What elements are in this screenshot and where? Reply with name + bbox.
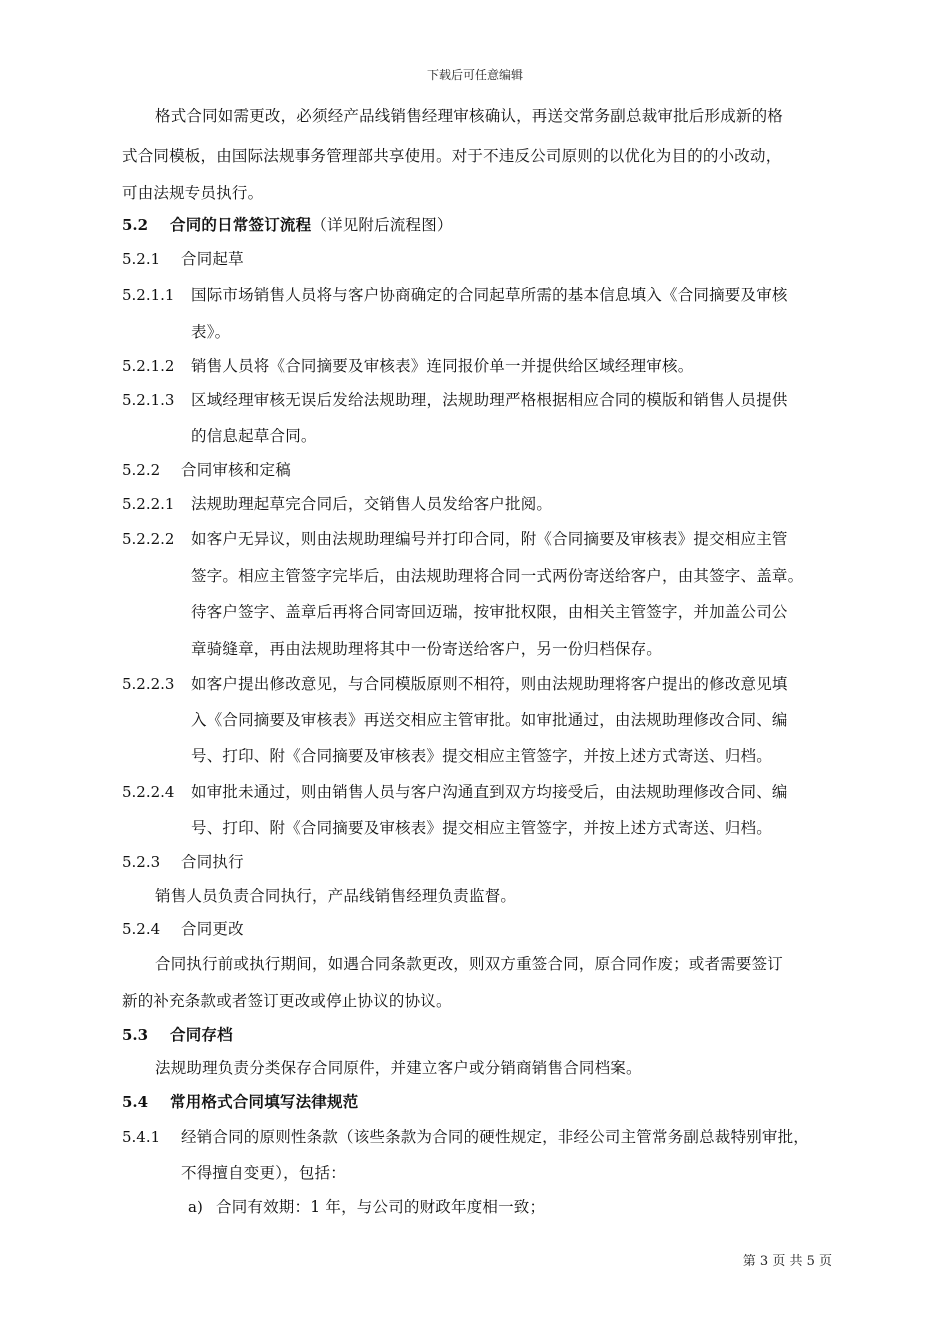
clause-line: 签字。相应主管签字完毕后，由法规助理将合同一式两份寄送给客户，由其签字、盖章。	[191, 567, 804, 585]
clause-line: 销售人员将《合同摘要及审核表》连同报价单一并提供给区域经理审核。	[191, 357, 694, 375]
page-header: 下载后可任意编辑	[426, 68, 523, 82]
section-number: 5.2.3	[122, 853, 161, 871]
page-footer: 第 3 页 共 5 页	[742, 1254, 832, 1269]
list-marker: a)	[188, 1198, 203, 1216]
section-title: 合同的日常签订流程	[170, 215, 312, 234]
section-number: 5.4.1	[122, 1128, 161, 1146]
section-number: 5.4	[122, 1093, 149, 1111]
list-item: 合同有效期：1 年，与公司的财政年度相一致；	[216, 1198, 546, 1216]
clause-number: 5.2.1.2	[122, 357, 175, 375]
clause-number: 5.2.2.1	[122, 495, 175, 513]
section-title: 合同更改	[181, 920, 244, 938]
clause-number: 5.2.1.1	[122, 286, 175, 304]
paragraph-line: 法规助理负责分类保存合同原件，并建立客户或分销商销售合同档案。	[155, 1059, 642, 1077]
section-number: 5.3	[122, 1026, 149, 1044]
paragraph-line: 合同执行前或执行期间，如遇合同条款更改，则双方重签合同，原合同作废；或者需要签订	[155, 955, 784, 973]
clause-line: 国际市场销售人员将与客户协商确定的合同起草所需的基本信息填入《合同摘要及审核	[191, 286, 788, 304]
clause-line: 章骑缝章，再由法规助理将其中一份寄送给客户，另一份归档保存。	[191, 640, 663, 658]
paragraph-line: 式合同模板，由国际法规事务管理部共享使用。对于不违反公司原则的以优化为目的的小改动，	[122, 147, 782, 165]
clause-line: 表》。	[191, 323, 231, 341]
section-number: 5.2.1	[122, 250, 161, 268]
section-number: 5.2	[122, 216, 149, 234]
section-title: 合同存档	[170, 1025, 233, 1044]
section-note: （详见附后流程图）	[311, 216, 453, 234]
clause-line: 如客户无异议，则由法规助理编号并打印合同，附《合同摘要及审核表》提交相应主管	[191, 530, 788, 548]
clause-line: 号、打印、附《合同摘要及审核表》提交相应主管签字，并按上述方式寄送、归档。	[191, 747, 772, 765]
clause-line: 区域经理审核无误后发给法规助理，法规助理严格根据相应合同的模版和销售人员提供	[191, 391, 788, 409]
clause-line: 待客户签字、盖章后再将合同寄回迈瑞，按审批权限，由相关主管签字，并加盖公司公	[191, 603, 788, 621]
paragraph-line: 新的补充条款或者签订更改或停止协议的协议。	[122, 992, 452, 1010]
section-heading	[170, 214, 453, 236]
section-title: 合同审核和定稿	[181, 461, 291, 479]
clause-line: 入《合同摘要及审核表》再送交相应主管审批。如审批通过，由法规助理修改合同、编	[191, 711, 788, 729]
clause-line: 不得擅自变更），包括：	[181, 1164, 346, 1182]
section-number: 5.2.2	[122, 461, 161, 479]
section-title: 常用格式合同填写法律规范	[170, 1092, 359, 1111]
clause-number: 5.2.2.4	[122, 783, 175, 801]
section-title: 合同起草	[181, 250, 244, 268]
clause-line: 号、打印、附《合同摘要及审核表》提交相应主管签字，并按上述方式寄送、归档。	[191, 819, 772, 837]
clause-line: 法规助理起草完合同后，交销售人员发给客户批阅。	[191, 495, 553, 513]
clause-line: 如客户提出修改意见，与合同模版原则不相符，则由法规助理将客户提出的修改意见填	[191, 675, 788, 693]
clause-number: 5.2.2.3	[122, 675, 175, 693]
clause-number: 5.2.2.2	[122, 530, 175, 548]
paragraph-line: 销售人员负责合同执行，产品线销售经理负责监督。	[155, 887, 517, 905]
paragraph-line: 可由法规专员执行。	[122, 184, 264, 202]
clause-line: 经销合同的原则性条款（该些条款为合同的硬性规定，非经公司主管常务副总裁特别审批，	[181, 1128, 810, 1146]
clause-number: 5.2.1.3	[122, 391, 175, 409]
section-number: 5.2.4	[122, 920, 161, 938]
clause-line: 如审批未通过，则由销售人员与客户沟通直到双方均接受后，由法规助理修改合同、编	[191, 783, 788, 801]
section-title: 合同执行	[181, 853, 244, 871]
clause-line: 的信息起草合同。	[191, 427, 317, 445]
paragraph-line: 格式合同如需更改，必须经产品线销售经理审核确认，再送交常务副总裁审批后形成新的格	[155, 107, 784, 125]
